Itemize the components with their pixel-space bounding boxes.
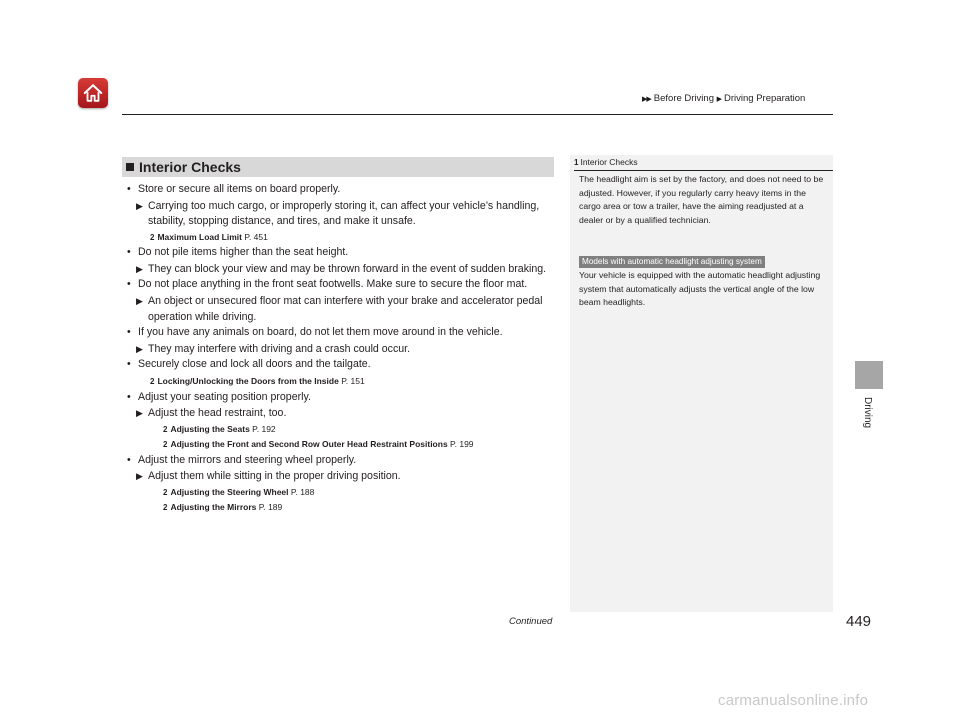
reference-label: Adjusting the Front and Second Row Outer Head Restraint Positions <box>170 439 448 450</box>
page-reference-link[interactable] <box>126 485 558 501</box>
reference-page: P. 151 <box>341 376 365 387</box>
reference-arrow-icon: 2 <box>163 487 168 497</box>
section-title: Interior Checks <box>139 159 241 175</box>
sub-arrow-icon: ▶ <box>136 200 143 211</box>
bullet-item <box>126 453 558 469</box>
bullet-icon: • <box>127 390 131 403</box>
model-tag: Models with automatic headlight adjusting system <box>579 256 765 268</box>
bullet-icon: • <box>127 246 131 259</box>
bullet-item <box>126 325 558 341</box>
sub-item <box>126 199 558 230</box>
sub-item <box>126 469 558 485</box>
reference-page: P. 188 <box>290 486 315 497</box>
section-marker-icon <box>126 163 134 171</box>
page-reference-link[interactable] <box>126 437 558 453</box>
sidebar-paragraph: Your vehicle is equipped with the automatic headlight adjusting system that automatically adjusts the vertical angle of the low beam headlights. <box>579 270 821 307</box>
sidebar-note-number: 1 <box>574 158 579 167</box>
bullet-item <box>126 357 558 373</box>
sub-arrow-icon: ▶ <box>136 471 143 482</box>
header-rule <box>122 114 833 115</box>
sub-item <box>126 342 558 358</box>
continued-label: Continued <box>509 616 553 627</box>
bullet-text: If you have any animals on board, do not let them move around in the vehicle. <box>138 326 503 339</box>
reference-arrow-icon: 2 <box>163 503 168 513</box>
sub-item <box>126 294 558 325</box>
reference-page: P. 192 <box>252 423 276 434</box>
home-icon <box>82 82 104 104</box>
bullet-item <box>126 277 558 293</box>
checklist <box>126 182 558 516</box>
page-number: 449 <box>846 613 872 630</box>
sidebar-title: Interior Checks <box>580 157 638 167</box>
bullet-icon: • <box>127 278 131 291</box>
reference-label: Adjusting the Seats <box>170 423 250 434</box>
section-heading <box>122 157 554 177</box>
sub-text: Adjust them while sitting in the proper driving position. <box>148 470 401 483</box>
bullet-text: Store or secure all items on board properly. <box>138 183 341 195</box>
sidebar-heading <box>574 157 638 167</box>
breadcrumb-arrow-icon: ▶ <box>716 96 722 103</box>
bullet-text: Do not place anything in the front seat footwells. Make sure to secure the floor mat. <box>138 278 528 291</box>
reference-page: P. 199 <box>450 439 474 450</box>
breadcrumb <box>642 93 805 104</box>
bullet-item <box>126 245 558 261</box>
sidebar-paragraph: The headlight aim is set by the factory, and does not need to be adjusted. However, if you regularly carry heavy items in the cargo area or tow a trailer, have the aiming readjusted at a dealer or by a qualified technician. <box>579 174 824 225</box>
sub-arrow-icon: ▶ <box>136 263 143 274</box>
reference-label: Maximum Load Limit <box>157 231 242 242</box>
reference-arrow-icon: 2 <box>150 232 155 242</box>
reference-arrow-icon: 2 <box>163 424 168 434</box>
sub-text: An object or unsecured floor mat can interfere with your brake and accelerator pedal operation while driving. <box>148 295 543 323</box>
reference-page: P. 189 <box>258 502 283 513</box>
bullet-text: Securely close and lock all doors and the tailgate. <box>138 358 371 371</box>
sub-arrow-icon: ▶ <box>136 296 143 307</box>
reference-arrow-icon: 2 <box>150 377 155 387</box>
sub-text: Adjust the head restraint, too. <box>148 407 287 420</box>
bullet-icon: • <box>127 358 131 371</box>
sub-text: They may interfere with driving and a crash could occur. <box>148 342 411 355</box>
reference-label: Adjusting the Mirrors <box>170 502 257 513</box>
page-reference-link[interactable] <box>126 500 558 516</box>
sub-item <box>126 406 558 422</box>
bullet-icon: • <box>127 183 131 195</box>
breadcrumb-arrow-icon: ▶▶ <box>642 96 651 103</box>
bullet-text: Adjust your seating position properly. <box>138 390 311 403</box>
chapter-tab[interactable] <box>855 361 883 389</box>
bullet-item <box>126 390 558 406</box>
breadcrumb-item[interactable]: Before Driving <box>653 93 714 104</box>
page-reference-link[interactable] <box>126 230 558 246</box>
reference-label: Adjusting the Steering Wheel <box>170 486 289 497</box>
reference-page: P. 451 <box>244 231 268 242</box>
page-reference-link[interactable] <box>126 422 558 438</box>
sub-arrow-icon: ▶ <box>136 408 143 419</box>
sub-item <box>126 262 558 278</box>
bullet-text: Do not pile items higher than the seat height. <box>138 246 349 259</box>
home-button[interactable] <box>78 78 108 108</box>
breadcrumb-item[interactable]: Driving Preparation <box>724 93 806 104</box>
bullet-icon: • <box>127 326 131 339</box>
reference-label: Locking/Unlocking the Doors from the Inside <box>157 376 339 387</box>
chapter-label: Driving <box>862 397 873 429</box>
bullet-item <box>126 182 558 198</box>
sub-text: They can block your view and may be thrown forward in the event of sudden braking. <box>148 262 547 275</box>
page-reference-link[interactable] <box>126 374 558 390</box>
bullet-icon: • <box>127 453 131 466</box>
reference-arrow-icon: 2 <box>163 440 168 450</box>
sidebar-rule <box>574 170 833 171</box>
watermark: carmanualsonline.info <box>718 692 869 709</box>
sub-arrow-icon: ▶ <box>136 343 143 354</box>
sub-text: Carrying too much cargo, or improperly storing it, can affect your vehicle’s handling, stability, stopping distance, and tires, and make it unsafe. <box>148 199 540 228</box>
bullet-text: Adjust the mirrors and steering wheel properly. <box>138 453 357 466</box>
